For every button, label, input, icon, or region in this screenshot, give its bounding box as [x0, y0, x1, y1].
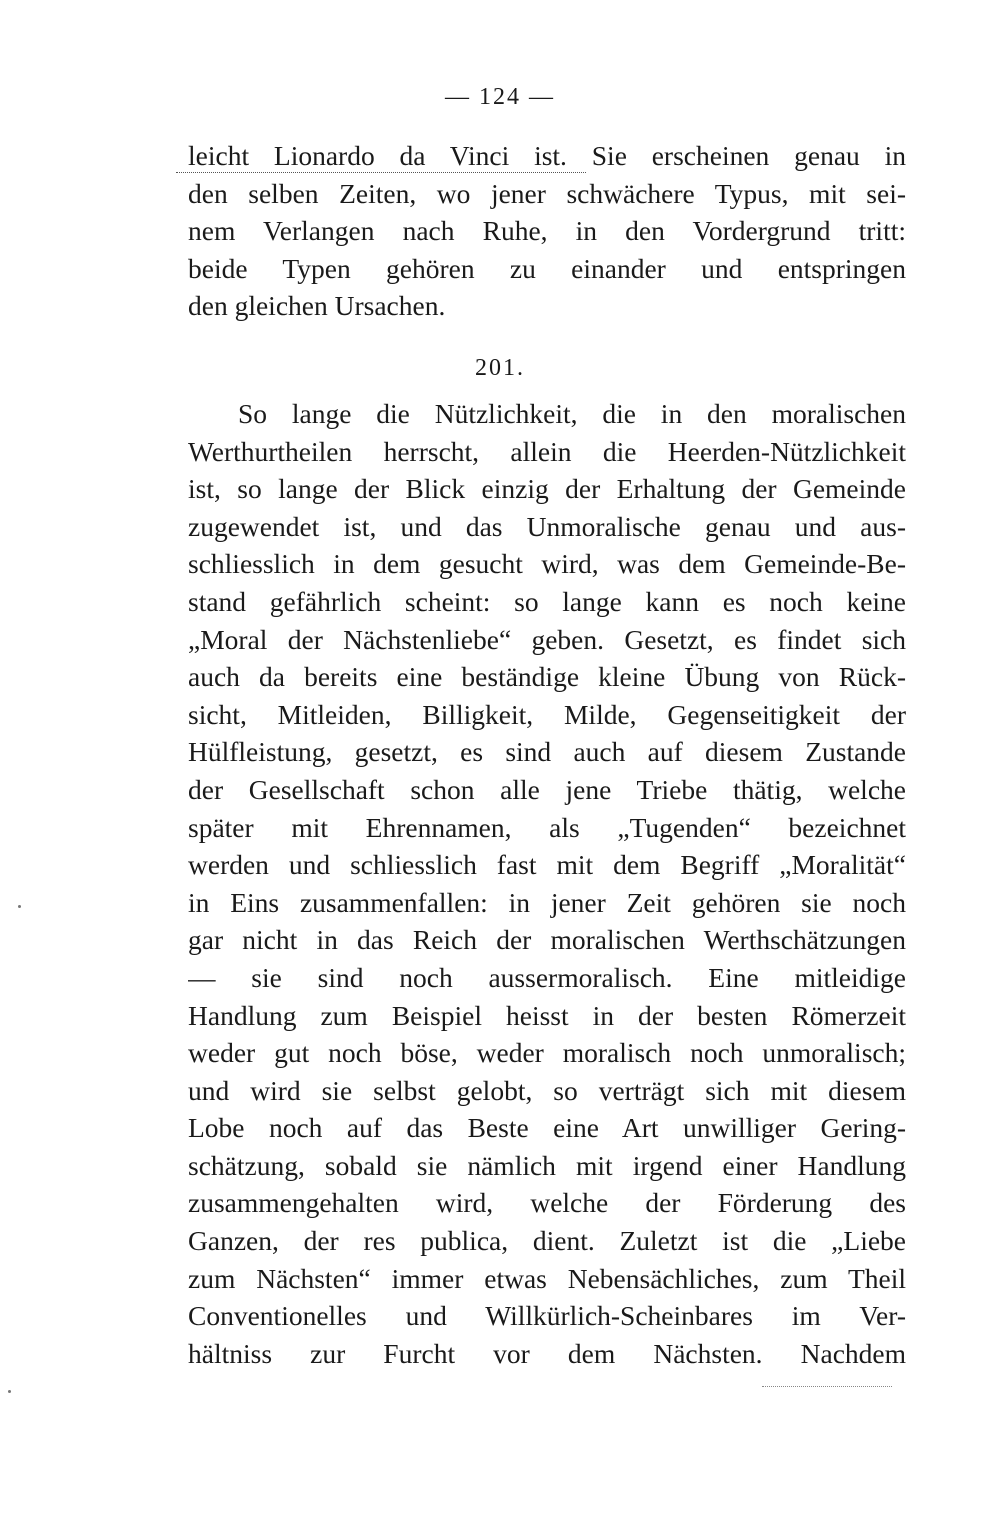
scan-speck — [18, 905, 21, 908]
page-number: — 124 — — [445, 84, 555, 110]
text-line: — sie sind noch aussermoralisch. Eine mitleidige — [188, 961, 906, 993]
section-201-paragraph — [188, 395, 906, 1372]
text-line: zusammengehalten wird, welche der Förderung des — [188, 1187, 906, 1219]
text-line: hältniss zur Furcht vor dem Nächsten. Nachdem — [188, 1337, 906, 1369]
text-line: beide Typen gehören zu einander und entspringen — [188, 252, 906, 284]
text-line: Ganzen, der res publica, dient. Zuletzt ist die „Liebe — [188, 1225, 906, 1257]
text-line: Lobe noch auf das Beste eine Art unwilliger Gering- — [188, 1112, 906, 1144]
section-number: 201. — [475, 355, 525, 381]
pencil-mark-bottom — [762, 1386, 892, 1389]
text-line: gar nicht in das Reich der moralischen Werthschätzungen — [188, 924, 906, 956]
text-line: zum Nächsten“ immer etwas Nebensächliches, zum Theil — [188, 1262, 906, 1294]
text-line: schätzung, sobald sie nämlich mit irgend einer Handlung — [188, 1149, 906, 1181]
text-line: und wird sie selbst gelobt, so verträgt sich mit diesem — [188, 1074, 906, 1106]
text-line: der Gesellschaft schon alle jene Triebe thätig, welche — [188, 773, 906, 805]
text-line: weder gut noch böse, weder moralisch noch unmoralisch; — [188, 1037, 906, 1069]
text-line: Conventionelles und Willkürlich-Scheinbares im Ver- — [188, 1300, 906, 1332]
text-line: sicht, Mitleiden, Billigkeit, Milde, Gegenseitigkeit der — [188, 698, 906, 730]
text-line: in Eins zusammenfallen: in jener Zeit gehören sie noch — [188, 886, 906, 918]
text-line: zugewendet ist, und das Unmoralische genau und aus- — [188, 510, 906, 542]
text-line: stand gefährlich scheint: so lange kann es noch keine — [188, 585, 906, 617]
text-line: leicht Lionardo da Vinci ist. Sie erscheinen genau in — [188, 140, 906, 171]
scan-speck — [8, 1390, 11, 1393]
text-line: den selben Zeiten, wo jener schwächere Typus, mit sei- — [188, 177, 906, 209]
text-line: später mit Ehrennamen, als „Tugenden“ bezeichnet — [188, 811, 906, 843]
text-line: So lange die Nützlichkeit, die in den moralischen — [238, 398, 906, 429]
text-line: Handlung zum Beispiel heisst in der besten Römerzeit — [188, 999, 906, 1031]
text-line: ist, so lange der Blick einzig der Erhaltung der Gemeinde — [188, 473, 906, 505]
text-line: werden und schliesslich fast mit dem Begriff „Moralität“ — [188, 849, 906, 881]
text-line: Hülfleistung, gesetzt, es sind auch auf diesem Zustande — [188, 736, 906, 768]
text-line: nem Verlangen nach Ruhe, in den Vordergrund tritt: — [188, 215, 906, 247]
text-line: schliesslich in dem gesucht wird, was dem Gemeinde-Be- — [188, 548, 906, 580]
paragraph-continuation — [188, 137, 906, 325]
text-line: Werthurtheilen herrscht, allein die Heerden-Nützlichkeit — [188, 435, 906, 467]
text-line: auch da bereits eine beständige kleine Übung von Rück- — [188, 661, 906, 693]
text-line: den gleichen Ursachen. — [188, 290, 446, 322]
text-line: „Moral der Nächstenliebe“ geben. Gesetzt, es findet sich — [188, 623, 906, 655]
pencil-underline-mark — [176, 172, 586, 176]
